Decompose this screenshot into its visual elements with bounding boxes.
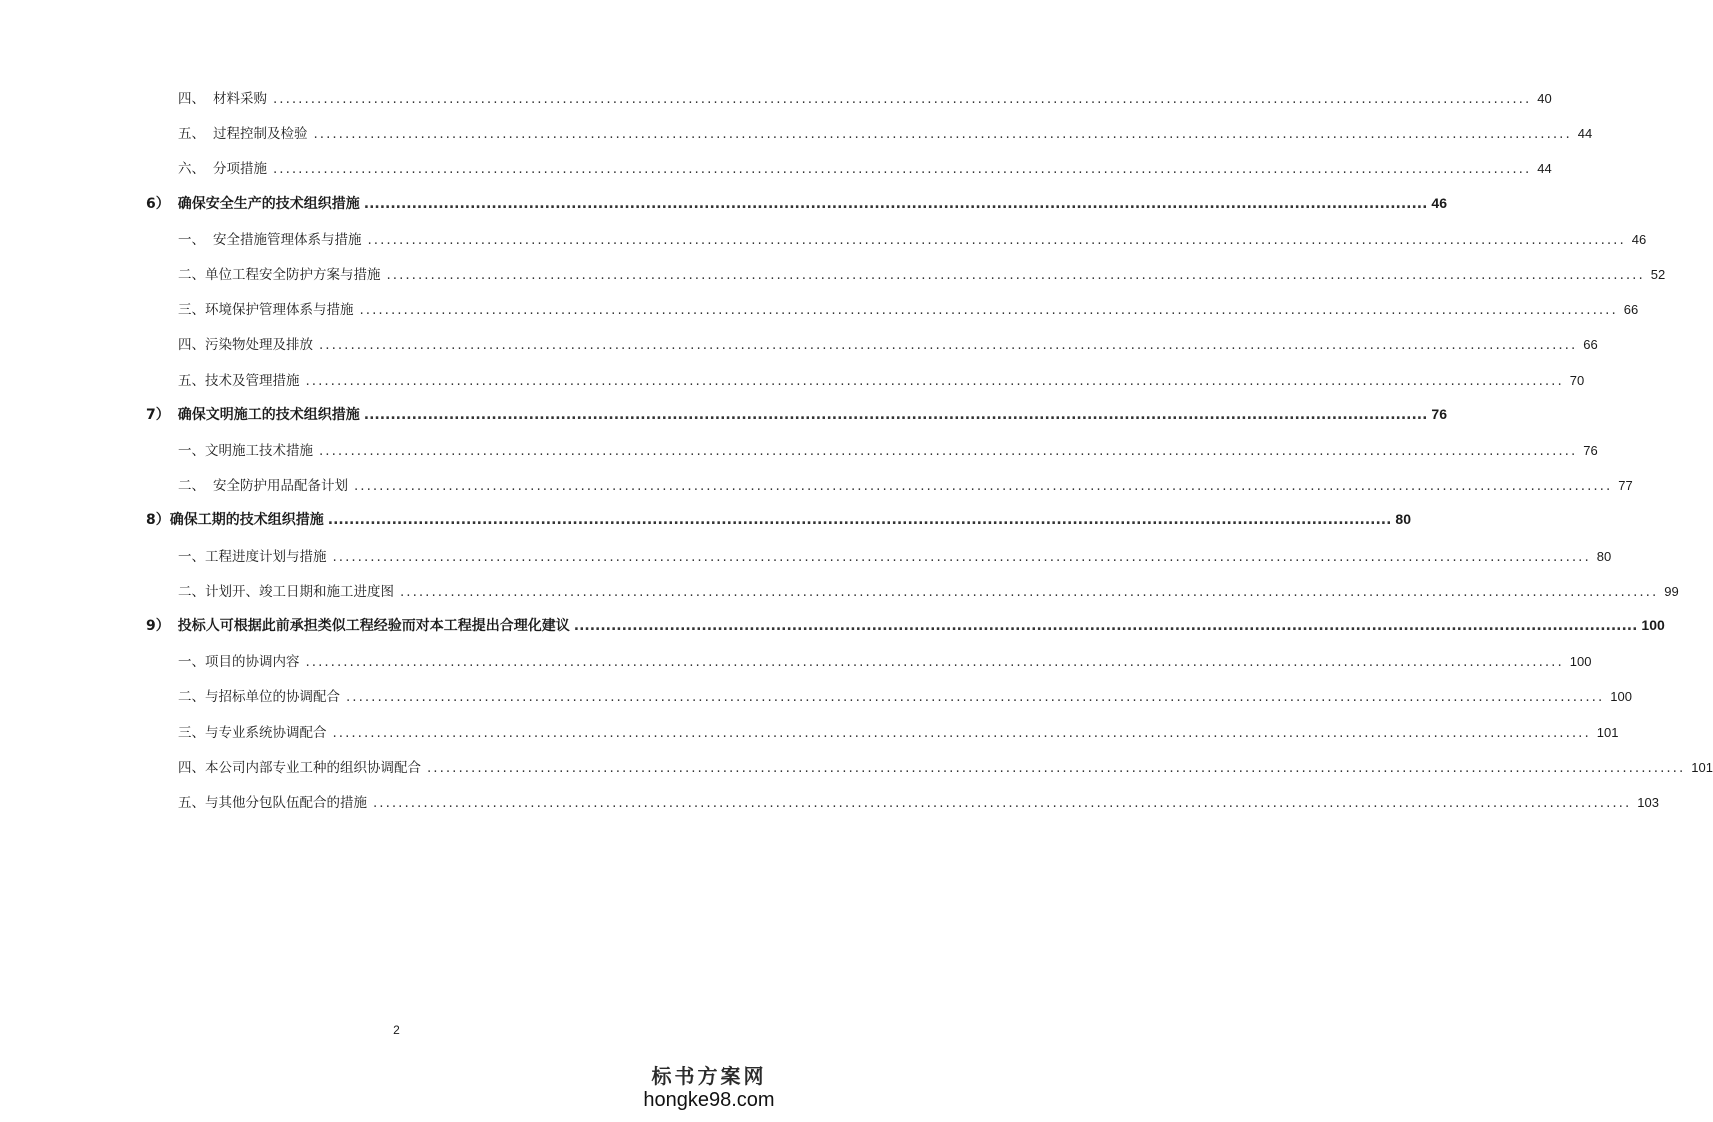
- toc-dot-leader: ........................................................................................................................................................................................................: [313, 126, 1572, 142]
- toc-entry-title: 单位工程安全防护方案与措施: [205, 267, 381, 283]
- toc-subsection-entry[interactable]: [178, 263, 1666, 287]
- toc-subsection-entry[interactable]: [178, 756, 1713, 780]
- toc-entry-number: 8）: [146, 512, 170, 528]
- toc-entry-page: 77: [1618, 478, 1633, 493]
- toc-entry-page: 99: [1664, 584, 1679, 599]
- toc-entry-title: 工程进度计划与措施: [205, 549, 327, 565]
- toc-entry-page: 66: [1583, 337, 1598, 352]
- toc-entry-title: 确保工期的技术组织措施: [169, 512, 324, 528]
- toc-dot-leader: ........................................................................................................................................................................................................: [327, 512, 1392, 528]
- toc-entry-page: 44: [1537, 161, 1552, 176]
- toc-entry-page: 46: [1431, 195, 1447, 211]
- toc-subsection-entry[interactable]: [178, 157, 1552, 181]
- toc-entry-number: 二、: [178, 689, 205, 705]
- toc-dot-leader: ........................................................................................................................................................................................................: [346, 689, 1605, 705]
- toc-entry-page: 100: [1610, 689, 1632, 704]
- watermark: [639, 1064, 779, 1112]
- toc-dot-leader: ........................................................................................................................................................................................................: [305, 373, 1564, 389]
- toc-subsection-entry[interactable]: [178, 298, 1639, 322]
- toc-entry-title: 安全防护用品配备计划: [213, 478, 348, 494]
- toc-entry-title: 投标人可根据此前承担类似工程经验而对本工程提出合理化建议: [177, 618, 570, 634]
- toc-entry-title: 确保文明施工的技术组织措施: [177, 407, 360, 423]
- toc-entry-number: 五、: [178, 795, 205, 811]
- toc-entry-page: 101: [1596, 725, 1619, 740]
- toc-entry-number: 三、: [178, 302, 205, 318]
- toc-section-entry[interactable]: [146, 193, 1447, 217]
- toc-entry-number: 五、: [178, 373, 205, 389]
- toc-section-entry[interactable]: [146, 615, 1665, 639]
- toc-dot-leader: ........................................................................................................................................................................................................: [319, 337, 1578, 353]
- toc-entry-page: 103: [1637, 795, 1659, 810]
- toc-entry-title: 安全措施管理体系与措施: [213, 232, 362, 248]
- toc-subsection-entry[interactable]: [178, 474, 1633, 498]
- toc-entry-title: 与其他分包队伍配合的措施: [205, 795, 367, 811]
- toc-subsection-entry[interactable]: [178, 721, 1619, 745]
- toc-entry-title: 项目的协调内容: [205, 654, 300, 670]
- toc-subsection-entry[interactable]: [178, 369, 1585, 393]
- toc-entry-page: 44: [1577, 126, 1593, 141]
- toc-dot-leader: ........................................................................................................................................................................................................: [373, 795, 1632, 811]
- toc-dot-leader: ........................................................................................................................................................................................................: [305, 654, 1564, 670]
- toc-section-entry[interactable]: [146, 509, 1411, 533]
- toc-entry-number: 五、: [178, 126, 205, 142]
- toc-entry-number: 二、: [178, 584, 205, 600]
- toc-entry-title: 技术及管理措施: [205, 373, 300, 389]
- toc-entry-page: 46: [1631, 232, 1647, 247]
- toc-entry-number: 一、: [178, 549, 205, 565]
- watermark-name: 标书方案网: [651, 1064, 767, 1088]
- toc-section-entry[interactable]: [146, 404, 1447, 428]
- toc-dot-leader: ........................................................................................................................................................................................................: [363, 196, 1428, 212]
- toc-dot-leader: ........................................................................................................................................................................................................: [354, 478, 1613, 494]
- toc-dot-leader: ........................................................................................................................................................................................................: [400, 584, 1659, 600]
- toc-entry-title: 计划开、竣工日期和施工进度图: [205, 584, 394, 600]
- toc-entry-page: 80: [1596, 549, 1612, 564]
- toc-entry-page: 76: [1583, 443, 1598, 458]
- toc-subsection-entry[interactable]: [178, 87, 1552, 111]
- toc-subsection-entry[interactable]: [178, 333, 1598, 357]
- toc-entry-title: 与招标单位的协调配合: [205, 689, 340, 705]
- toc-entry-number: 二、: [178, 478, 205, 494]
- toc-subsection-entry[interactable]: [178, 791, 1659, 815]
- toc-dot-leader: ........................................................................................................................................................................................................: [573, 618, 1638, 634]
- toc-entry-page: 100: [1569, 654, 1592, 669]
- toc-entry-number: 9）: [146, 618, 170, 634]
- toc-dot-leader: ........................................................................................................................................................................................................: [386, 267, 1645, 283]
- toc-subsection-entry[interactable]: [178, 545, 1612, 569]
- toc-entry-page: 52: [1650, 267, 1666, 282]
- page-number: 2: [393, 1023, 400, 1037]
- toc-dot-leader: ........................................................................................................................................................................................................: [359, 302, 1618, 318]
- toc-entry-title: 与专业系统协调配合: [205, 725, 327, 741]
- toc-entry-number: 7）: [146, 407, 170, 423]
- toc-entry-number: 一、: [178, 443, 205, 459]
- toc-dot-leader: ........................................................................................................................................................................................................: [332, 549, 1591, 565]
- toc-entry-title: 环境保护管理体系与措施: [205, 302, 354, 318]
- toc-subsection-entry[interactable]: [178, 439, 1598, 463]
- toc-dot-leader: ........................................................................................................................................................................................................: [319, 443, 1578, 459]
- toc-entry-number: 一、: [178, 232, 205, 248]
- toc-entry-number: 四、: [178, 91, 205, 107]
- toc-entry-page: 66: [1623, 302, 1639, 317]
- toc-entry-title: 污染物处理及排放: [205, 337, 313, 353]
- toc-entry-page: 80: [1395, 511, 1411, 527]
- toc-entry-number: 二、: [178, 267, 205, 283]
- toc-dot-leader: ........................................................................................................................................................................................................: [427, 760, 1686, 776]
- toc-dot-leader: ........................................................................................................................................................................................................: [273, 91, 1532, 107]
- toc-entry-title: 过程控制及检验: [213, 126, 308, 142]
- toc-entry-number: 六、: [178, 161, 205, 177]
- toc-subsection-entry[interactable]: [178, 122, 1593, 146]
- toc-entry-title: 确保安全生产的技术组织措施: [177, 196, 360, 212]
- toc-entry-title: 材料采购: [213, 91, 267, 107]
- toc-entry-title: 分项措施: [213, 161, 267, 177]
- toc-dot-leader: ........................................................................................................................................................................................................: [332, 725, 1591, 741]
- toc-entry-number: 四、: [178, 337, 205, 353]
- toc-dot-leader: ........................................................................................................................................................................................................: [273, 161, 1532, 177]
- toc-dot-leader: ........................................................................................................................................................................................................: [363, 407, 1428, 423]
- toc-entry-number: 一、: [178, 654, 205, 670]
- toc-entry-title: 本公司内部专业工种的组织协调配合: [205, 760, 421, 776]
- toc-subsection-entry[interactable]: [178, 685, 1632, 709]
- toc-entry-number: 三、: [178, 725, 205, 741]
- toc-subsection-entry[interactable]: [178, 650, 1592, 674]
- toc-entry-title: 文明施工技术措施: [205, 443, 313, 459]
- toc-subsection-entry[interactable]: [178, 228, 1647, 252]
- toc-entry-page: 70: [1569, 373, 1585, 388]
- toc-entry-page: 76: [1431, 406, 1447, 422]
- toc-subsection-entry[interactable]: [178, 580, 1679, 604]
- toc-entry-number: 6）: [146, 196, 170, 212]
- toc-entry-number: 四、: [178, 760, 205, 776]
- watermark-url: hongke98.com: [643, 1089, 775, 1111]
- toc-dot-leader: ........................................................................................................................................................................................................: [367, 232, 1626, 248]
- toc-entry-page: 40: [1537, 91, 1552, 106]
- toc-entry-page: 101: [1691, 760, 1713, 775]
- toc-entry-page: 100: [1641, 617, 1665, 633]
